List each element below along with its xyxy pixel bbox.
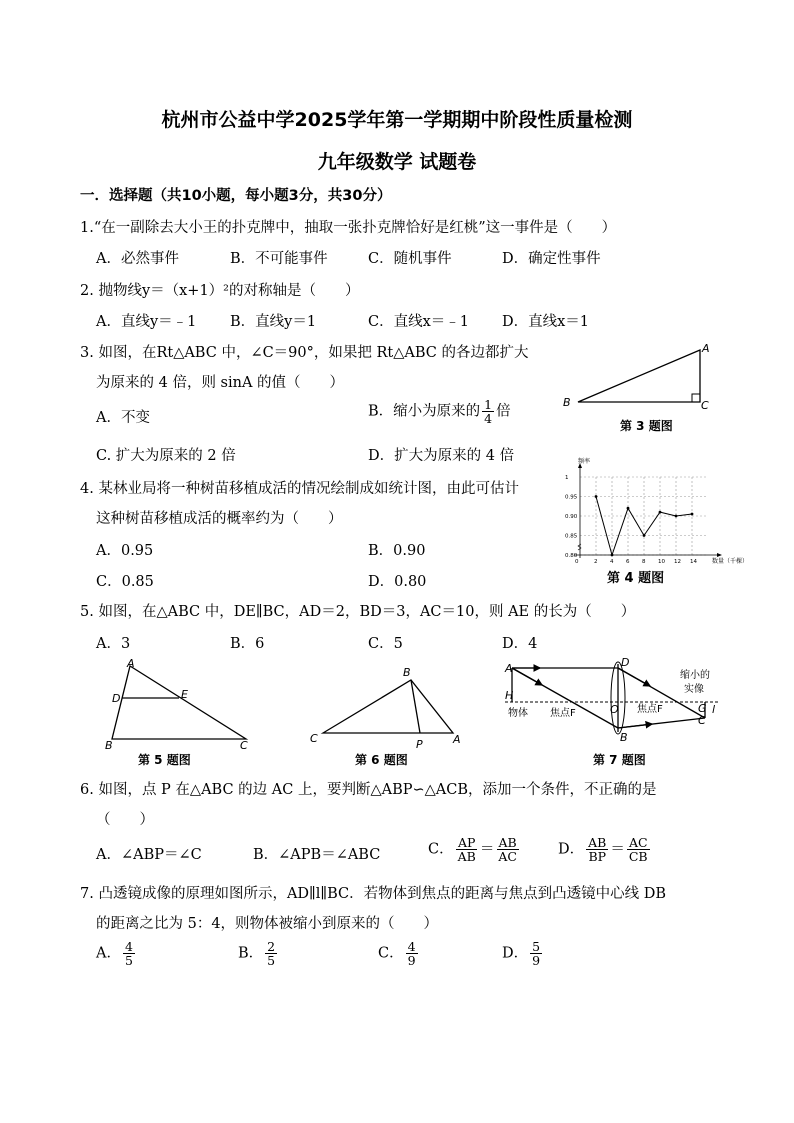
q4-option-c: C．0.85 bbox=[96, 574, 154, 590]
q7-option-c bbox=[378, 940, 420, 967]
fraction bbox=[586, 836, 608, 863]
q5-option-b: B．6 bbox=[230, 636, 265, 652]
q4-stem-line2: 这种树苗移植成活的概率约为（ ） bbox=[96, 511, 343, 527]
fraction bbox=[530, 940, 542, 967]
q2-option-b: B．直线y＝1 bbox=[230, 314, 317, 330]
x-axis-arrow bbox=[717, 553, 722, 557]
q7-stem-line2: 的距离之比为 5：4，则物体被缩小到原来的（ ） bbox=[96, 916, 439, 932]
y-tick-label: 0.80 bbox=[565, 553, 578, 559]
x-tick-label: 8 bbox=[642, 559, 646, 565]
label-focus-right: 焦点F bbox=[637, 704, 663, 715]
figure-4-caption: 第 4 题图 bbox=[607, 571, 665, 586]
label-d: D bbox=[621, 656, 630, 669]
segment-bp bbox=[411, 680, 420, 733]
label-b: B bbox=[563, 396, 571, 409]
fraction-denominator: 5 bbox=[124, 953, 133, 968]
label-c: C bbox=[698, 714, 706, 727]
q3-option-b-text: B．缩小为原来的 bbox=[368, 403, 481, 420]
q3-option-b bbox=[368, 398, 511, 425]
figure-3-triangle bbox=[555, 338, 725, 438]
figure-7-caption: 第 7 题图 bbox=[593, 753, 646, 767]
data-point bbox=[691, 513, 694, 516]
fraction-denominator: 4 bbox=[484, 411, 493, 426]
triangle-abc bbox=[112, 666, 246, 739]
q7-option-a-label: A． bbox=[96, 945, 121, 962]
y-tick-label: 0.90 bbox=[565, 514, 578, 520]
q4-option-a: A．0.95 bbox=[96, 543, 154, 559]
equals-sign: ＝ bbox=[479, 841, 495, 858]
right-angle-mark bbox=[692, 394, 700, 402]
q6-stem-line1: 6. 如图，点 P 在△ABC 的边 AC 上，要判断△ABP∽△ACB，添加一个条件，不正确的是 bbox=[80, 782, 657, 798]
section-heading: 一．选择题（共10小题，每小题3分，共30分） bbox=[80, 188, 392, 204]
label-a: A bbox=[505, 662, 513, 675]
fraction bbox=[627, 836, 650, 863]
q6-option-c bbox=[428, 836, 521, 863]
q2-option-d: D．直线x＝1 bbox=[502, 314, 590, 330]
fraction-numerator: 4 bbox=[124, 939, 133, 954]
q6-stem-line2: （ ） bbox=[96, 812, 154, 828]
y-axis-break bbox=[578, 544, 581, 550]
q1-option-c: C．随机事件 bbox=[368, 251, 452, 267]
q7-option-d-label: D． bbox=[502, 945, 529, 962]
label-b: B bbox=[403, 666, 411, 679]
label-e: E bbox=[181, 688, 188, 701]
q6-option-a: A．∠ABP＝∠C bbox=[96, 847, 202, 863]
figure-6-triangle bbox=[305, 660, 470, 768]
q7-stem-line1: 7. 凸透镜成像的原理如图所示，AD∥l∥BC．若物体到焦点的距离与焦点到凸透镜中心线 DB bbox=[80, 886, 666, 902]
label-focus-left: 焦点F bbox=[550, 708, 576, 719]
figure-5-caption: 第 5 题图 bbox=[138, 753, 191, 767]
fraction-numerator: AC bbox=[628, 835, 648, 850]
q6-option-d bbox=[558, 836, 652, 863]
label-c: C bbox=[310, 732, 318, 745]
q3-option-d: D．扩大为原来的 4 倍 bbox=[368, 448, 515, 464]
q5-option-a: A．3 bbox=[96, 636, 131, 652]
label-l: l bbox=[712, 703, 716, 716]
fraction-numerator: AP bbox=[457, 835, 476, 850]
q1-option-a: A．必然事件 bbox=[96, 251, 179, 267]
triangle-abc bbox=[578, 350, 700, 402]
q3-option-a: A．不变 bbox=[96, 410, 150, 426]
equals-sign: ＝ bbox=[610, 841, 625, 858]
label-h: H bbox=[505, 689, 514, 702]
q4-stem-line1: 4. 某林业局将一种树苗移植成活的情况绘制成如统计图，由此可估计 bbox=[80, 481, 519, 497]
q6-option-c-label: C． bbox=[428, 841, 454, 858]
data-point bbox=[643, 534, 646, 537]
x-tick-label: 14 bbox=[690, 559, 697, 565]
label-image-line1: 缩小的 bbox=[680, 670, 710, 681]
q1-option-b: B．不可能事件 bbox=[230, 251, 328, 267]
fraction bbox=[456, 836, 478, 863]
fraction-numerator: AB bbox=[498, 835, 517, 850]
fraction bbox=[406, 940, 418, 967]
x-tick-label: 12 bbox=[674, 559, 681, 565]
chart-xlabel: 数量（千棵） bbox=[712, 558, 749, 565]
q3-option-b-suffix: 倍 bbox=[496, 403, 511, 420]
fraction-denominator: 5 bbox=[267, 953, 276, 968]
label-image-line2: 实像 bbox=[684, 684, 704, 695]
label-b: B bbox=[105, 739, 113, 752]
q1-stem: 1.“在一副除去大小王的扑克牌中，抽取一张扑克牌恰好是红桃”这一事件是（ ） bbox=[80, 220, 617, 236]
data-point bbox=[659, 511, 662, 514]
q2-option-a: A．直线y＝﹣1 bbox=[96, 314, 197, 330]
q3-option-c: C. 扩大为原来的 2 倍 bbox=[96, 448, 236, 464]
q5-option-c: C．5 bbox=[368, 636, 403, 652]
label-d: D bbox=[112, 692, 121, 705]
label-p: P bbox=[416, 738, 423, 751]
label-a: A bbox=[127, 657, 135, 670]
fraction-denominator: CB bbox=[628, 849, 648, 864]
q7-option-a bbox=[96, 940, 137, 967]
q4-option-d: D．0.80 bbox=[368, 574, 427, 590]
fraction-denominator: 9 bbox=[407, 953, 416, 968]
figure-7-lens-diagram bbox=[500, 656, 728, 768]
q2-stem: 2. 抛物线y＝（x+1）²的对称轴是（ ） bbox=[80, 283, 360, 299]
triangle-abc bbox=[323, 680, 453, 733]
data-point bbox=[611, 554, 614, 557]
q6-option-d-label: D． bbox=[558, 841, 585, 858]
label-o: O bbox=[610, 703, 619, 716]
fraction bbox=[265, 940, 277, 967]
fraction-denominator: AB bbox=[457, 849, 476, 864]
fraction-numerator: 5 bbox=[532, 939, 541, 954]
q2-option-c: C．直线x＝﹣1 bbox=[368, 314, 469, 330]
y-tick-label: 0.85 bbox=[565, 533, 578, 540]
x-tick-label: 4 bbox=[610, 559, 614, 565]
figure-4-chart bbox=[558, 455, 749, 585]
x-tick-label: 0 bbox=[575, 559, 579, 565]
q4-option-b: B．0.90 bbox=[368, 543, 426, 559]
y-tick-label: 1 bbox=[565, 475, 569, 481]
figure-6-caption: 第 6 题图 bbox=[355, 753, 408, 767]
exam-subtitle: 九年级数学 试题卷 bbox=[317, 151, 477, 173]
x-tick-label: 10 bbox=[658, 559, 665, 565]
q3-stem-line2: 为原来的 4 倍，则 sinA 的值（ ） bbox=[96, 375, 345, 391]
q5-stem: 5. 如图，在△ABC 中，DE∥BC，AD＝2，BD＝3，AC＝10，则 AE 的长为（ ） bbox=[80, 604, 636, 620]
chart-ylabel: 频率 bbox=[578, 458, 591, 465]
q7-option-c-label: C． bbox=[378, 945, 404, 962]
data-point bbox=[675, 515, 678, 518]
label-a: A bbox=[702, 342, 710, 355]
fraction bbox=[123, 940, 135, 967]
q7-option-b-label: B． bbox=[238, 945, 264, 962]
fraction-denominator: 9 bbox=[532, 953, 541, 968]
ray-arrowhead-2 bbox=[512, 668, 542, 685]
label-object: 物体 bbox=[508, 708, 528, 719]
fraction-numerator: 4 bbox=[407, 939, 416, 954]
fraction-numerator: 2 bbox=[267, 939, 276, 954]
data-point bbox=[595, 495, 598, 498]
x-tick-label: 2 bbox=[594, 559, 598, 565]
label-a: A bbox=[453, 733, 461, 746]
q3-option-b-fraction bbox=[482, 398, 494, 425]
q1-option-d: D．确定性事件 bbox=[502, 251, 601, 267]
fraction-numerator: AB bbox=[588, 835, 607, 850]
fraction bbox=[496, 836, 519, 863]
figure-5-triangle bbox=[100, 656, 260, 768]
fraction-denominator: AC bbox=[498, 849, 517, 864]
x-tick-label: 6 bbox=[626, 559, 630, 565]
label-b: B bbox=[620, 731, 628, 744]
label-g: G bbox=[698, 702, 707, 715]
data-point bbox=[627, 507, 630, 510]
y-tick-label: 0.95 bbox=[565, 494, 578, 501]
fraction-denominator: BP bbox=[588, 849, 607, 864]
q7-option-d bbox=[502, 940, 544, 967]
q3-stem-line1: 3. 如图，在Rt△ABC 中，∠C＝90°，如果把 Rt△ABC 的各边都扩大 bbox=[80, 345, 529, 361]
q5-option-d: D．4 bbox=[502, 636, 538, 652]
fraction-numerator: 1 bbox=[484, 397, 493, 412]
label-c: C bbox=[240, 739, 248, 752]
figure-3-caption: 第 3 题图 bbox=[620, 419, 673, 433]
q7-option-b bbox=[238, 940, 279, 967]
label-c: C bbox=[701, 399, 709, 412]
exam-title: 杭州市公益中学2025学年第一学期期中阶段性质量检测 bbox=[161, 109, 633, 131]
q6-option-b: B．∠APB＝∠ABC bbox=[253, 847, 381, 863]
